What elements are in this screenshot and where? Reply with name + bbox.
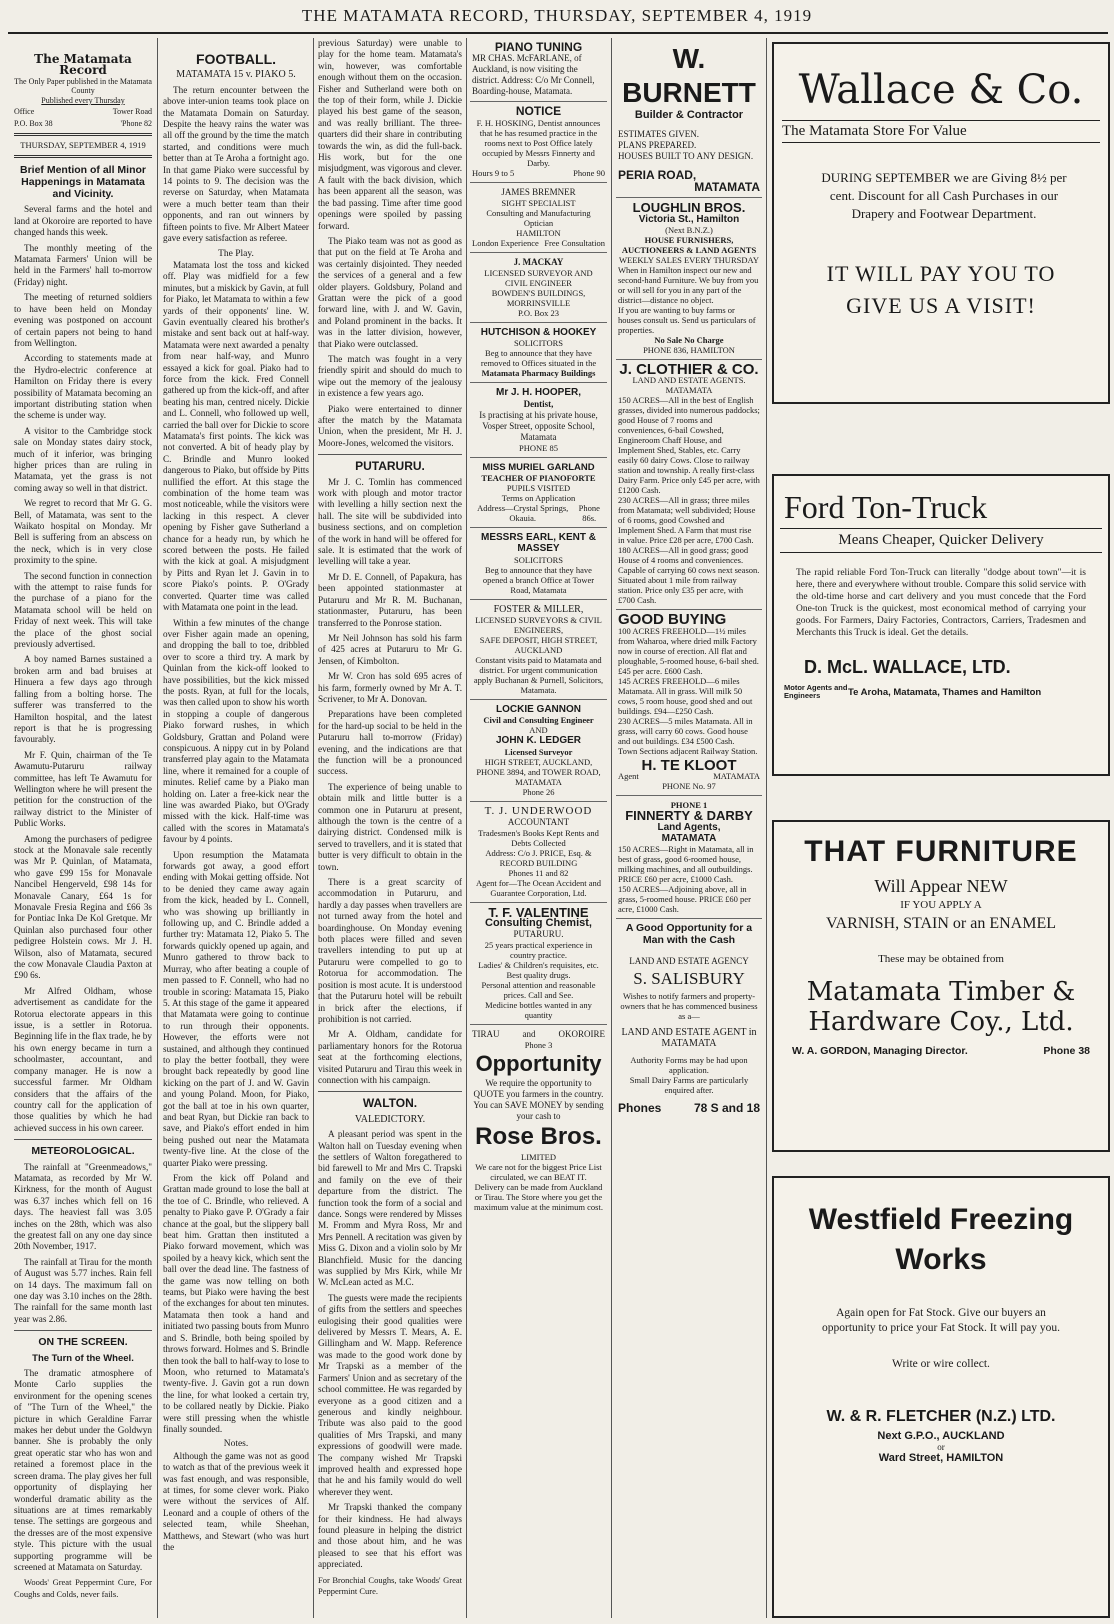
ad-heading: LOCKIE GANNON bbox=[496, 703, 581, 715]
ad-text: Delivery can be made from Auckland or Tirau. The Store where you get the maximum value at the minimum cost. bbox=[474, 1182, 603, 1213]
ad-text: or bbox=[937, 1442, 945, 1452]
ad-text: Is practising at his private house, Vosper Street, opposite School, Matamata bbox=[479, 409, 598, 442]
ad-text: Civil and Consulting Engineer bbox=[483, 715, 594, 726]
column-putaruru-walton bbox=[318, 38, 462, 1618]
news-paragraph: Although the game was not as good to watch as that of the previous week it was fast enough, and was responsible, at times, for some clever work. Piako were without the services of Alf. Leonard and a couple of others of the selected team, while Sheehan, Matthews, and Stewart (who was hurt the bbox=[163, 1450, 309, 1552]
ad-heading: T. F. VALENTINE bbox=[488, 904, 589, 920]
ad-text: MATAMATA bbox=[661, 833, 717, 845]
ad-heading: FOSTER & MILLER, bbox=[493, 603, 584, 615]
walton-subheading: VALEDICTORY. bbox=[354, 1113, 426, 1125]
column-divider bbox=[313, 38, 314, 1618]
ad-text: Again open for Fat Stock. Give our buyers an opportunity to price your Fat Stock. It will pay you. bbox=[822, 1307, 1060, 1334]
on-the-screen-subheading: The Turn of the Wheel. bbox=[32, 1352, 134, 1364]
ad-text: Phone 38 bbox=[1043, 1045, 1090, 1057]
ad-gannon-ledger bbox=[470, 700, 607, 802]
ad-text: 230 ACRES—5 miles Matamata. All in grass, will carry 60 cows. Good house and out buildings. £34 £500 Cash. bbox=[618, 715, 753, 746]
ad-text: Ward Street, HAMILTON bbox=[878, 1452, 1004, 1464]
ad-text: Ladies' & Children's requisites, etc. bbox=[478, 960, 599, 971]
news-paragraph: Piako were entertained to dinner after the match by the Matamata Union, when the president, Mr H. J. Moore-Jones, welcomed the visitors. bbox=[318, 403, 462, 448]
footer-ad: Woods' Great Peppermint Cure, For Coughs and Colds, never fails. bbox=[14, 1577, 152, 1599]
ad-text: Phones 11 and 82 bbox=[508, 867, 569, 878]
ad-text: The rapid reliable Ford Ton-Truck can literally "dodge about town"—it is here, there and everywhere without trouble. Compare this solid service with the old-time horse and cart delivery and you must concede that the Ford One-ton Truck is the quickest, most economical method of carrying your goods. For Farmers, Dairy Factories, Contractors, Carriers, Tradesmen and Merchants this Truck is ideal. Get the details. bbox=[796, 568, 1086, 638]
ad-text: W. A. GORDON, Managing Director. bbox=[792, 1045, 968, 1057]
column-professional-ads bbox=[470, 38, 607, 1618]
news-paragraph: The second function in connection with the attempt to raise funds for the purchase of a piano for the Matamata school will be held on Friday of next week. This will take the place of the ghost social previously advertised. bbox=[14, 570, 152, 650]
news-paragraph: Several farms and the hotel and land at Okoroire are reported to have changed hands this week. bbox=[14, 204, 152, 238]
walton-heading: WALTON. bbox=[362, 1096, 418, 1111]
ad-text: Next G.P.O., AUCKLAND bbox=[877, 1430, 1005, 1442]
ad-heading: Rose Bros. bbox=[475, 1123, 602, 1151]
ad-heading: THAT FURNITURE bbox=[804, 835, 1078, 868]
ad-text: HOUSES BUILT TO ANY DESIGN. bbox=[618, 151, 754, 162]
ad-tagline: The Matamata Store For Value bbox=[782, 120, 1100, 143]
ad-rose-bros bbox=[470, 1025, 607, 1216]
ad-text: SAFE DEPOSIT, HIGH STREET, AUCKLAND bbox=[479, 634, 598, 655]
ad-heading: S. SALISBURY bbox=[633, 969, 745, 989]
ad-text: 150 ACRES—Adjoining above, all in grass, 5-roomed house. PRICE £60 per acre, £1000 Cash. bbox=[618, 884, 751, 915]
ad-text: LIMITED bbox=[521, 1152, 556, 1163]
paper-frequency: Published every Thursday bbox=[41, 95, 125, 105]
ad-text: Phone 90 bbox=[573, 167, 605, 178]
ad-heading: Matamata Timber & bbox=[806, 977, 1076, 1007]
ad-heading: Hardware Coy., Ltd. bbox=[808, 1007, 1074, 1037]
column-divider bbox=[766, 38, 767, 1618]
ad-heading: Ford Ton-Truck bbox=[784, 489, 988, 525]
ad-heading: NOTICE bbox=[515, 104, 562, 119]
news-paragraph: The rainfall at "Greenmeadows," Matamata, as recorded by Mr W. Kirkness, for the month of August was 6.37 inches which fell on 16 days. The heaviest fall was 3.05 inches on the 28th, which was also the greatest fall on any one day since 20th November, 1917. bbox=[14, 1161, 152, 1252]
ad-text: PLANS PREPARED. bbox=[618, 140, 697, 151]
ad-text: Agent for—The Ocean Accident and Guarantee Corporation, Ltd. bbox=[475, 877, 602, 898]
news-paragraph: Upon resumption the Matamata forwards got away, a good effort ending with Mokai getting offside. Not to be denied they came away again from the kick, headed by L. Connell, who was showing up brilliantly in following up, and C. Brindle added a further try: Matamata 12, Piako 5. The forwards quickly opened up again, and Munro gathered to throw back to Murray, who after beating a couple of men passed to F. Connell, who had no trouble in scoring: Matamata 15, Piako 5. At this stage of the game it appeared that Matamata were going to continue to run through their opponents. However, the efforts were not sustained, and although they continued to play the better football, they were brought back repeatedly by good line kicking on the part of J. and W. Gavin and young Poland. Moon, for Piako, got the ball at toe in his own quarter, and beat Ryan, but Dickie ran back to save, and Piako's effort ended in him being pushed out near the Matamata twenty-five line. At the close of the quarter Piako were pressing. bbox=[163, 849, 309, 1168]
ad-heading: JAMES BREMNER bbox=[501, 186, 576, 197]
ad-loughlin bbox=[616, 198, 762, 360]
ad-text: 150 ACRES—All in the best of English grasses, divided into numerous paddocks; good House of 7 rooms and conveniences, 6-bail Cowshed, Engineroom Chaff House, and Implement Shed, Stables, etc. Carry easily 60 dairy Cows. Close to railway station and township. A really first-class Dairy Farm. Price only £45 per acre, with £1200 Cash. bbox=[618, 395, 760, 496]
news-paragraph: A pleasant period was spent in the Walton hall on Tuesday evening when the settlers of Walton foregathered to bid farewell to Mr and Mrs C. Trapski and family on the eve of their departure from the district. The function took the form of a social and dance. Songs were rendered by Misses M. Fromm and Myra Ross, Mr and Mrs Pennell. A recitation was given by Miss G. Dixon and a violin solo by Mr Blanchfield. Music for the dancing was supplied by Mrs Kirk, while Mr W. McLean acted as M.C. bbox=[318, 1129, 462, 1288]
ad-text: MATAMATA bbox=[713, 771, 760, 782]
ad-finnerty-darby bbox=[616, 796, 762, 919]
ad-text: HIGH STREET, AUCKLAND, PHONE 3894, and TOWER ROAD, MATAMATA bbox=[476, 756, 601, 787]
football-score: MATAMATA 15 v. PIAKO 5. bbox=[176, 69, 296, 81]
ad-headline: Opportunity bbox=[475, 1051, 602, 1077]
ad-heading: GOOD BUYING bbox=[618, 611, 727, 629]
ad-text: These may be obtained from bbox=[878, 953, 1004, 965]
news-paragraph: Preparations have been completed for the hard-up social to be held in the Putaruru hall to-morrow (Friday) evening, and the indications are that the function will be a pronounced success. bbox=[318, 709, 462, 777]
ad-text: SIGHT SPECIALIST bbox=[501, 197, 576, 208]
ad-text: LICENSED SURVEYORS & CIVIL ENGINEERS, bbox=[475, 614, 602, 635]
ad-mackay bbox=[470, 253, 607, 323]
meteorological-heading: METEOROLOGICAL. bbox=[31, 1145, 135, 1158]
ad-burnett bbox=[616, 38, 762, 198]
ad-text: Constant visits paid to Matamata and district. For urgent communication apply Buchanan & Purnell, Solicitors, Matamata. bbox=[473, 654, 604, 695]
office-address: Tower Road bbox=[112, 107, 152, 117]
news-paragraph: The monthly meeting of the Matamata Farmers' Union will be held in the Farmers' hall to-morrow (Friday) night. bbox=[14, 242, 152, 287]
ad-text: and bbox=[522, 1029, 536, 1040]
ad-earl-kent-massey bbox=[470, 528, 607, 600]
ad-westfield bbox=[772, 1176, 1110, 1618]
ad-text: SOLICITORS bbox=[514, 554, 563, 565]
ad-text: Medicine bottles wanted in any quantity bbox=[485, 1000, 592, 1021]
ad-text: Matamata Pharmacy Buildings bbox=[481, 368, 596, 379]
ad-text: IF YOU APPLY A bbox=[900, 899, 982, 911]
news-paragraph: The return encounter between the above inter-union teams took place on the Matamata Domain on Saturday. Despite the heavy rains the water was all off the ground by the time the match started, and conditions were much better than at Te Aroha a fortnight ago. In that game Piako were successful by 14 points to 9. The decision was the reverse on Saturday, when Matamata were a much better team than their opponents, and ran out winners by fifteen points to five. Mr Albert Mateer gave every satisfaction as referee. bbox=[163, 84, 309, 244]
ad-text: Phones bbox=[618, 1100, 662, 1115]
ad-furniture bbox=[772, 820, 1110, 1152]
ad-text: 230 ACRES—All in grass; three miles from Matamata; well subdivided; House of 6 rooms, good Cowshed and Implement Shed. A Farm that must rise in value. Price £28 per acre, £700 Cash. bbox=[618, 495, 756, 546]
ad-good-buying bbox=[616, 610, 762, 796]
ad-text: PHONE 85 bbox=[519, 442, 558, 453]
ad-text: MR CHAS. McFARLANE, of Auckland, is now visiting the district. Address: C/o Mr Connell, Boarding-house, Matamata. bbox=[472, 53, 595, 97]
ad-text: PHONE 836, HAMILTON bbox=[643, 345, 735, 356]
news-paragraph: The guests were made the recipients of gifts from the settlers and speeches eulogising their good qualities were delivered by Messrs T. Mears, A. E. Gillingham and W. Mapp. Reference was made to the good work done by Mr Trapski as a member of the Farmers' Union and as secretary of the school committee. He was regarded by everyone as a good citizen and a generous and kindly neighbour. Tribute was also paid to the good qualities of Mrs Trapski, and many expressions of goodwill were made. The company wished Mr Trapski improved health and expressed hope that he and his family would do well wherever they went. bbox=[318, 1292, 462, 1497]
ad-foster-miller bbox=[470, 600, 607, 700]
ad-dealer: D. McL. WALLACE, LTD. bbox=[804, 657, 1011, 677]
news-paragraph: From the kick off Poland and Grattan made ground to lose the ball at the toe of C. Brindle, who relieved. A penalty to Piako gave P. O'Grady a fair chance at the goal, but the slippery ball beat him. Grattan then instituted a Piako forward movement, which was spoiled by a heavy kick, which sent the ball over the dead line. The fastness of the game was now telling on both teams, but Piako were having the best of the exchanges for about ten minutes. Matamata then took a hand and initiated two passing bouts from Munro and S. Brindle, both being spoiled by throws forward. Holmes and S. Brindle then took the ball to half-way to lose to Moon, who returned to Matamata's twenty-five. J. Gavin got a run down the line, for what looked a certain try, to be collared neatly by Dickie. Piako were still pressing when the whistle finally sounded. bbox=[163, 1173, 309, 1434]
ad-heading: T. J. UNDERWOOD bbox=[484, 804, 593, 817]
ad-text: London Experience bbox=[472, 237, 539, 248]
ad-text: TIRAU bbox=[472, 1029, 500, 1040]
news-paragraph: Mr Neil Johnson has sold his farm of 425 acres at Putaruru to Mr G. Jensen, of Kimbolton. bbox=[318, 632, 462, 666]
ad-salisbury bbox=[616, 919, 762, 1118]
news-paragraph: Among the purchasers of pedigree stock at the Monavale sale recently was Mr P. Quinlan, of Matamata, who gave £99 15s for Monavale Nancibel Hengerveld, £98 14s for Monavale Canary, £64 1s for Monavale Fresia Regina and £66 3s for Pontiac Inka De Kol Gretque. Mr Quinlan also purchased four other pedigree Holstein cows. Mr J. H. Wilson, also of Matamata, secured the cow Monavale Claudia Paxton at £90 6s. bbox=[14, 833, 152, 981]
po-box: P.O. Box 38 bbox=[14, 118, 53, 128]
ad-text: F. H. HOSKING, Dentist announces that he has resumed practice in the rooms next to Post Office lately occupied by Messrs Finnerty and Darby. bbox=[476, 117, 601, 168]
ad-text: Hours 9 to 5 bbox=[472, 167, 515, 178]
ad-heading: Westfield Freezing bbox=[808, 1203, 1074, 1236]
column-local-news bbox=[14, 38, 152, 1618]
masthead: THE MATAMATA RECORD, THURSDAY, SEPTEMBER 4, 1919 bbox=[301, 6, 813, 25]
ad-text: Write or wire collect. bbox=[892, 1358, 990, 1370]
ad-text: Town Sections adjacent Railway Station. bbox=[618, 745, 758, 756]
news-paragraph: Mr A. Oldham, candidate for parliamentary honors for the Rotorua seat at the forthcoming elections, visited Putaruru and Tirau this week in connection with his campaign. bbox=[318, 1029, 462, 1085]
news-paragraph: The dramatic atmosphere of Monte Carlo supplies the environment for the opening scenes of "The Turn of the Wheel," the picture in which Geraldine Farrar makes her debut under the Goldwyn banner. She is probably the only great operatic star who has won and retained a foremost place in the screen drama. The play gives her full opportunity of displaying her wonderful dramatic ability as the situations are at times remarkably tense. The settings are gorgeous and the dresses are of the most expensive style. This picture with the usual supporting programme will be screened at Matamata on Saturday. bbox=[14, 1368, 152, 1572]
section-subhead: Notes. bbox=[223, 1439, 249, 1450]
ad-text: DURING SEPTEMBER we are Giving 8½ per cent. Discount for all Cash Purchases in our Drapery and Footwear Department. bbox=[821, 170, 1067, 221]
ad-garland bbox=[470, 458, 607, 528]
ad-heading: PIANO TUNING bbox=[494, 40, 583, 54]
ad-headline: IT WILL PAY YOU TO bbox=[826, 261, 1056, 286]
ad-heading: MISS MURIEL GARLAND bbox=[482, 461, 595, 473]
ad-text: PERIA ROAD, bbox=[618, 168, 697, 183]
ad-text: Free Consultation bbox=[544, 237, 605, 248]
ad-text: PHONE No. 97 bbox=[662, 781, 716, 792]
ad-text: MATAMATA bbox=[665, 385, 713, 396]
ad-text: Address—Crystal Springs, Okauia. bbox=[477, 503, 569, 524]
ad-text: HOUSE FURNISHERS, AUCTIONEERS & LAND AGENTS bbox=[621, 235, 757, 256]
ad-bremner bbox=[470, 183, 607, 253]
ad-text: Consulting and Manufacturing Optician bbox=[486, 207, 591, 228]
ad-text: VARNISH, STAIN or an ENAMEL bbox=[826, 915, 1056, 932]
ad-text: We care not for the biggest Price List circulated, we can BEAT IT. bbox=[475, 1162, 602, 1183]
ad-text: No Sale No Charge bbox=[654, 335, 724, 346]
ad-headline: GIVE US A VISIT! bbox=[846, 293, 1036, 318]
news-paragraph: There is a great scarcity of accommodation in Putaruru, and hardly a day passes when travellers are not turned away from the hotel and boardinghouse. On Monday evening both places were filled and seven travellers intending to put up at Putaruru were compelled to go to Rotorua for accommodation. The position is most acute. It is understood that the Putaruru hotel will be rebuilt in brick after the elections, if prohibition is not carried. bbox=[318, 877, 462, 1024]
paper-subtitle: The Only Paper published in the Matamata County bbox=[14, 76, 152, 95]
ad-heading: J. CLOTHIER & CO. bbox=[619, 361, 759, 379]
ad-text: LAND AND ESTATE AGENTS. bbox=[632, 375, 746, 386]
ad-text: MATAMATA bbox=[694, 179, 760, 194]
ad-text: Address: C/o J. PRICE, Esq. & RECORD BUILDING bbox=[485, 847, 592, 868]
ad-heading: Mr J. H. HOOPER, bbox=[495, 387, 581, 399]
ad-heading: J. MACKAY bbox=[513, 256, 564, 267]
ad-text: 25 years practical experience in country practice. bbox=[484, 940, 593, 961]
ad-text: 180 ACRES—All in good grass; good House of 4 rooms and conveniences. Capable of carrying 60 cows next season. Situated about 1 mile from railway station. Price only £35 per acre, with £700 Cash. bbox=[618, 545, 760, 606]
news-paragraph: We regret to record that Mr G. G. Bell, of Matamata, was sent to the Waikato hospital on Monday. Mr Bell is suffering from an abscess on the neck, which is in very close proximity to the spine. bbox=[14, 498, 152, 566]
ad-heading: W. BURNETT bbox=[622, 43, 756, 108]
ad-notice bbox=[470, 102, 607, 182]
ad-text: ACCOUNTANT bbox=[507, 816, 570, 827]
ad-wallace-co bbox=[772, 42, 1110, 404]
ad-text: Personal attention and reasonable prices. Call and See. bbox=[481, 980, 596, 1001]
ad-text: 100 ACRES FREEHOLD—1½ miles from Waharoa, where dried milk Factory now in course of erection. All flat and ploughable, 5-roomed house, 6-bail shed. £45 per acre. £600 Cash. bbox=[618, 625, 759, 676]
news-paragraph: According to statements made at the Hydro-electric conference at Hamilton on Friday there is every possibility of Matamata becoming an important distributing station when the scheme is under way. bbox=[14, 353, 152, 421]
ad-valentine bbox=[470, 903, 607, 1026]
ad-heading: HUTCHISON & HOOKEY bbox=[480, 326, 597, 338]
ad-text: 145 ACRES FREEHOLD—6 miles Matamata. All in grass. Will milk 50 cows, 5 room house, good shed and out buildings. £94—£250 Cash. bbox=[618, 675, 753, 716]
ad-text: WEEKLY SALES EVERY THURSDAY bbox=[619, 255, 759, 266]
ad-text: Small Dairy Farms are particularly enquired after. bbox=[629, 1074, 749, 1095]
news-paragraph: Within a few minutes of the change over Fisher again made an opening, and dropping the ball to toe, dribbled over to score a third try. A mark by Quinlan from the kick-off looked to have possibilities, but the kick missed the posts. Ryan, at full for the locals, was then called upon to show his worth in stopping a couple of dangerous Piako forward rushes, in which Goldsbury, Grattan and Poland were conspicuous. A nippy cut in by Poland transferred play again to the Matamata line, where it remained for a couple of minutes. Relief came by a Piako man holding on. Later a free-kick near the line was awarded Piako, but O'Grady missed with the kick. Half-time was called with the scores in Matamata's favour by 4 points. bbox=[163, 617, 309, 845]
news-paragraph: Mr Alfred Oldham, whose advertisement as candidate for the Rotorua electorate appears in this issue, is a settler in Rotorua. Beginning life in the flax trade, he by his own energy became in turn a schoolmaster, accountant, and company manager. He is now a successful farmer. Mr Oldham considers that the affairs of the country call for the application of those qualities by which he had achieved success in his own career. bbox=[14, 985, 152, 1133]
ad-text: 150 ACRES—Right in Matamata, all in best of grass, good 6-roomed house, milking machines, and all outbuildings. PRICE £60 per acre, £1000 Cash. bbox=[618, 844, 754, 885]
news-paragraph: Mr W. Cron has sold 695 acres of his farm, formerly owned by Mr A. T. Scrivener, to Mr A. Donovan. bbox=[318, 671, 462, 704]
ad-heading: MESSRS EARL, KENT & MASSEY bbox=[480, 532, 596, 555]
ad-text: Beg to announce that they have removed to Offices situated in the bbox=[480, 348, 597, 369]
ad-heading: Works bbox=[895, 1243, 987, 1276]
news-paragraph: Matamata lost the toss and kicked off. Play was midfield for a few minutes, but a miskick by Gavin, at full for Piako, let Matamata to within a few yards of their opponents' line. W. Gavin eventually cleared his brother's mistake and sent back out at half-way. Matamata were next awarded a penalty from near half-way, and Munro essayed a kick for goal. Piako had to force from the kick. Fred Connell gathered up from the kick-off, and after beating his man, centred nicely. Dickie and L. Connell, who followed up well, carried the ball over for Dickie to score Matamata's first points. The kick was not converted. A bit of heady play by C. Brindle and Munro looked dangerous to Piako, but offside by Pitts nullified the effort. At this stage the combination of the home team was most noticeable, while the visitors were lacking in this respect. A clever opening by Fisher gave Sutherland a chance for a heady run, by which he scored between the posts. He failed with the kick at goal. A misjudgment by Pitts and Ryan let J. Gavin in to score Piako's points. P. O'Grady converted. Quarter time was called with Matamata one point in the lead. bbox=[163, 259, 309, 613]
ad-hutchison-hookey bbox=[470, 323, 607, 383]
ad-heading: H. TE KLOOT bbox=[641, 756, 737, 774]
news-paragraph: The match was fought in a very friendly spirit and should do much to wipe out the memory of the jealousy in existence a few years ago. bbox=[318, 353, 462, 399]
putaruru-heading: PUTARURU. bbox=[355, 459, 425, 474]
news-paragraph: Mr Trapski thanked the company for their kindness. He had always found pleasure in helping the district and those about him, and he was pleased to see that his effort was appreciated. bbox=[318, 1502, 462, 1570]
ad-heading: FINNERTY & DARBY bbox=[625, 808, 753, 824]
news-paragraph: The rainfall at Tirau for the month of August was 5.77 inches. Rain fell on 14 days. The maximum fall on one day was 3.10 inches on the 28th. The rainfall for the same month last year was 2.86. bbox=[14, 1256, 152, 1324]
ad-underwood bbox=[470, 802, 607, 903]
on-the-screen-heading: ON THE SCREEN. bbox=[38, 1336, 128, 1349]
news-paragraph: A visitor to the Cambridge stock sale on Monday states dairy stock, much of it inferior, was bringing higher prices than are ruling in Matamata, yet the grass is not coming away so well in that district. bbox=[14, 425, 152, 493]
paper-title: The Matamata Record bbox=[34, 52, 132, 78]
ad-text: Land Agents, bbox=[657, 821, 721, 833]
ad-heading: JOHN K. LEDGER bbox=[495, 735, 581, 747]
ad-tagline: Means Cheaper, Quicker Delivery bbox=[780, 528, 1102, 553]
news-paragraph: The experience of being unable to obtain milk and little butter is a common one in Putaruru at present, although the town is the centre of a dairying district. Condensed milk is served to travellers, and it is stated that butter is very difficult to obtain in the town. bbox=[318, 781, 462, 872]
brief-mention-heading: Brief Mention of all Minor Happenings in Matamata and Vicinity. bbox=[20, 164, 146, 201]
ad-text: If you are wanting to buy farms or houses consult us. Send us particulars of properties. bbox=[618, 305, 756, 336]
column-divider bbox=[611, 38, 612, 1618]
ad-text: You can SAVE MONEY by sending your cash to bbox=[473, 1100, 604, 1122]
ad-text: LAND AND ESTATE AGENCY bbox=[629, 956, 749, 967]
ad-text: Authority Forms may be had upon application. bbox=[630, 1054, 748, 1075]
ad-ford-truck bbox=[772, 474, 1110, 776]
ad-text: Victoria St., Hamilton bbox=[638, 213, 740, 225]
ad-text: (Next B.N.Z.) bbox=[665, 225, 713, 236]
dateline: THURSDAY, SEPTEMBER 4, 1919 bbox=[20, 140, 146, 151]
ad-text: Te Aroha, Matamata, Thames and Hamilton bbox=[848, 686, 1042, 698]
section-subhead: The Play. bbox=[218, 248, 254, 259]
ad-hooper bbox=[470, 383, 607, 457]
ad-piano-tuning bbox=[470, 38, 607, 102]
news-paragraph: The meeting of returned soldiers to have been held on Monday evening was postponed on account of certain papers not being to hand from Wellington. bbox=[14, 292, 152, 348]
office-label: Office bbox=[14, 107, 35, 117]
news-paragraph: A boy named Barnes sustained a broken arm and bad bruises at Hinuera a few days ago through falling from a bolting horse. The sufferer was transferred to the Hamilton hospital, and the latest report is that he is progressing favourably. bbox=[14, 654, 152, 745]
ad-heading: Wallace & Co. bbox=[798, 67, 1084, 113]
ad-heading: LOUGHLIN BROS. bbox=[632, 200, 746, 216]
ad-text: Best quality drugs. bbox=[506, 970, 571, 981]
ad-text: PUTARURU. bbox=[513, 929, 564, 940]
ad-text: Beg to announce that they have opened a branch Office at Tower Road, Matamata bbox=[482, 564, 595, 595]
news-paragraph: Mr J. C. Tomlin has commenced work with plough and motor tractor with levelling a hilly section next the hall. The site will be subdivided into business sections, and on completion of the work in hand will be offered for sale. It is estimated that the work of levelling will take a year. bbox=[318, 476, 462, 567]
ad-text: Licensed Surveyor bbox=[504, 746, 573, 757]
ad-text: P.O. Box 23 bbox=[517, 307, 560, 318]
ad-text: When in Hamilton inspect our new and second-hand Furniture. We buy from you or will sell for you in any part of the district—distance no object. bbox=[618, 265, 759, 306]
news-paragraph: The Piako team was not as good as that put on the field at Te Aroha and was certainly disjointed. They needed the services of a general and a few older players. Goldsbury, Poland and Grattan were the pick of a good forward line, with J. and W. Gavin, and Poland prominent in the backs. It was in the latter division, however, that Piako were outclassed. bbox=[318, 235, 462, 349]
ad-text: Consulting Chemist, bbox=[485, 917, 592, 930]
ad-text: Tradesmen's Books Kept Rents and Debts Collected bbox=[478, 827, 599, 848]
ad-text: SOLICITORS bbox=[514, 338, 563, 349]
column-divider bbox=[157, 38, 158, 1618]
ad-text: Builder & Contractor bbox=[634, 109, 744, 121]
ad-text: BOWDEN'S BUILDINGS, MORRINSVILLE bbox=[491, 287, 586, 308]
ad-text: Phone 3 bbox=[524, 1040, 553, 1051]
ad-text: LICENSED SURVEYOR AND CIVIL ENGINEER bbox=[484, 267, 593, 288]
ad-text: Wishes to notify farmers and property-owners that he has commenced business as a— bbox=[620, 990, 758, 1021]
ad-text: OKOROIRE bbox=[558, 1029, 605, 1040]
ad-text: LAND AND ESTATE AGENT in MATAMATA bbox=[621, 1026, 757, 1049]
ad-text: Agent bbox=[618, 771, 639, 782]
ad-text: HAMILTON bbox=[516, 227, 561, 238]
ad-text: Motor Agents and Engineers bbox=[784, 683, 848, 700]
ad-text: Will Appear NEW bbox=[874, 876, 1008, 896]
football-heading: FOOTBALL. bbox=[195, 51, 277, 67]
masthead-rule bbox=[8, 32, 1108, 34]
office-phone: 'Phone 82 bbox=[120, 118, 152, 128]
ad-text: 78 S and 18 bbox=[693, 1100, 760, 1115]
ad-text: Dentist, bbox=[523, 398, 554, 409]
column-divider bbox=[466, 38, 467, 1618]
ad-heading: W. & R. FLETCHER (N.Z.) LTD. bbox=[826, 1408, 1056, 1425]
ad-text: ESTIMATES GIVEN. bbox=[618, 129, 699, 140]
ad-text: PUPILS VISITED bbox=[506, 483, 571, 494]
news-paragraph: Mr D. E. Connell, of Papakura, has been appointed stationmaster at Putaruru and Mr R. M. Buchanan, stationmaster, Putaruru, has been transferred to the Ponrose station. bbox=[318, 571, 462, 628]
ad-clothier bbox=[616, 360, 762, 610]
ad-text: Terms on Application bbox=[501, 493, 576, 504]
brief-mention-paragraphs bbox=[14, 204, 152, 1134]
column-agents-ads bbox=[616, 38, 762, 1618]
news-paragraph: Mr F. Quin, chairman of the Te Awamutu-Putaruru railway committee, has left Te Awamutu for Wellington where he will present the petition for the construction of the railway district to the Minister of Public Works. bbox=[14, 749, 152, 829]
ad-text: Phone 26 bbox=[522, 786, 555, 797]
ad-text: Phone 86s. bbox=[578, 503, 600, 524]
ad-text: We require the opportunity to QUOTE you farmers in the country. bbox=[473, 1078, 604, 1100]
ad-text: PHONE 1 bbox=[670, 800, 708, 811]
column-football bbox=[163, 38, 309, 1618]
ad-text: TEACHER OF PIANOFORTE bbox=[481, 473, 596, 484]
news-paragraph: previous Saturday) were unable to play for the home team. Matamata's win, however, was comfortable enough without them on the occasion. Fisher and Sutherland were both on the top of their form, while J. Dickie played his best game of the season, and was really brilliant. The three-quarters did their share in contributing towards the win, as did the full-back. His work, but for the one misjudgment, was vigorous and clever. A fault with the back division, which has been apparent all the season, was the bad passing. Time after time good openings were spoiled by passing forward. bbox=[318, 38, 462, 231]
ad-text: AND bbox=[529, 725, 548, 736]
ad-headline: A Good Opportunity for a Man with the Cash bbox=[625, 922, 753, 946]
footer-ad: For Bronchial Coughs, take Woods' Great Peppermint Cure. bbox=[318, 1574, 462, 1596]
